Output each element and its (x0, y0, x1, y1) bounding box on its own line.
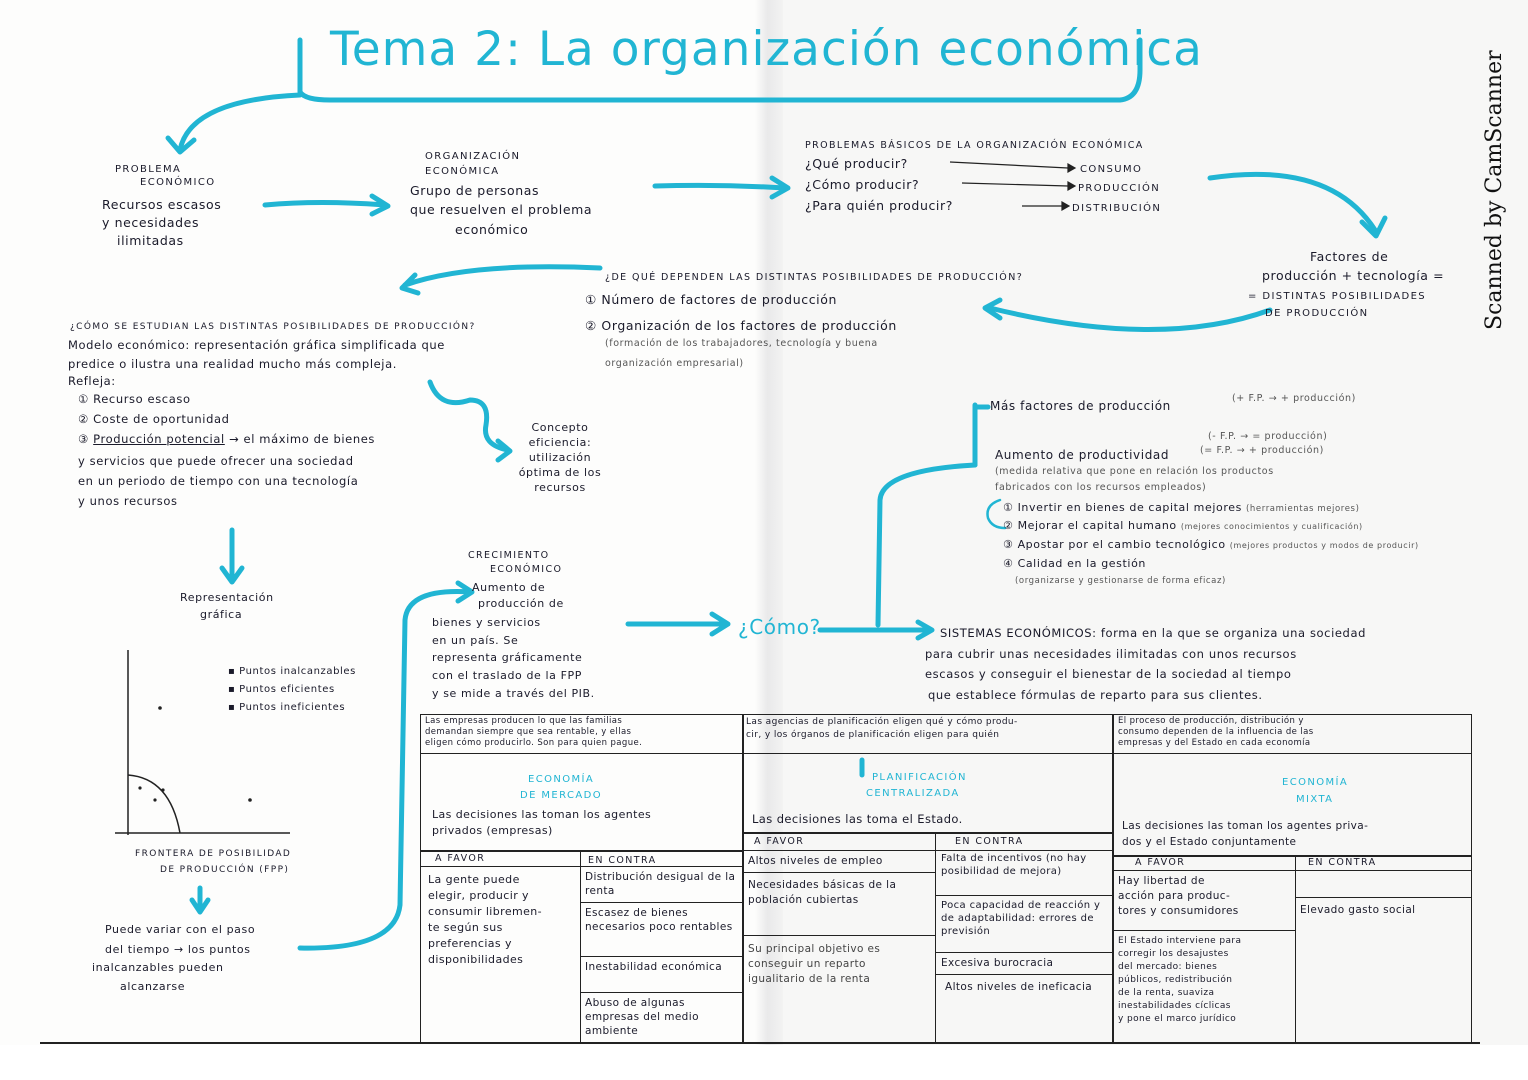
estudian-line-5: en un periodo de tiempo con una tecnología (78, 474, 359, 488)
legend-eficientes: ▪ Puntos eficientes (228, 684, 335, 695)
crecimiento-line-2: producción de (478, 597, 564, 610)
planificacion-favor-sep-1 (742, 872, 935, 873)
mercado-contra-4: Abuso de algunas empresas del medio ambiente (585, 997, 699, 1037)
mixta-favor-sep (1112, 930, 1295, 931)
planificacion-intro-1: Las agencias de planificación eligen qué y cómo produ- (746, 717, 1018, 727)
answer-consumo: CONSUMO (1080, 164, 1143, 175)
mixta-favor-list (1118, 874, 1239, 919)
concepto-line-4: óptima de los (518, 466, 602, 479)
estudian-item-2-text: Coste de oportunidad (93, 412, 230, 426)
crecimiento-line-5: representa gráficamente (432, 651, 583, 664)
fpp-note-2: del tiempo → los puntos (105, 943, 251, 956)
mas-factores-item-4: ④ Calidad en la gestión (1003, 557, 1146, 570)
mas-factores-item-3-text: Apostar por el cambio tecnológico (1017, 538, 1226, 551)
problema-line-1: Recursos escasos (102, 197, 222, 212)
mercado-favor-label: A FAVOR (435, 853, 486, 864)
mas-factores-note-1: (+ F.P. → + producción) (1232, 393, 1356, 404)
crecimiento-line-4: en un país. Se (432, 634, 519, 647)
organizacion-heading-1: ORGANIZACIÓN (425, 151, 521, 162)
crecimiento-line-3: bienes y servicios (432, 616, 541, 629)
planificacion-contra-sep-3 (935, 974, 1112, 975)
mercado-favor-5: preferencias y (428, 937, 512, 950)
answer-produccion: PRODUCCIÓN (1078, 183, 1161, 194)
mercado-contra-2: Escasez de bienes necesarios poco rentables (585, 907, 733, 933)
estudian-item-1: ① Recurso escaso (78, 392, 191, 406)
organizacion-heading-2: ECONÓMICA (425, 166, 500, 177)
mas-factores-item-1-text: Invertir en bienes de capital mejores (1017, 501, 1242, 514)
mas-factores-note-2b: (= F.P. → + producción) (1200, 445, 1324, 456)
crecimiento-heading-1: CRECIMIENTO (468, 550, 550, 561)
mercado-desc-2: privados (empresas) (432, 824, 553, 837)
mercado-desc-1: Las decisiones las toman los agentes (432, 808, 652, 821)
dependen-heading: ¿DE QUÉ DEPENDEN LAS DISTINTAS POSIBILIDADES DE PRODUCCIÓN? (605, 272, 1024, 283)
problema-line-2: y necesidades (102, 215, 200, 230)
fpp-note-1: Puede variar con el paso (105, 923, 256, 936)
mercado-intro (425, 716, 642, 749)
mixta-favor-2-4: públicos, redistribución (1118, 975, 1233, 985)
concepto-eficiencia (514, 420, 606, 495)
sistemas-line-1: SISTEMAS ECONÓMICOS: forma en la que se organiza una sociedad (940, 626, 1367, 640)
mixta-desc-2: dos y el Estado conjuntamente (1122, 836, 1297, 848)
mixta-favor-2-7: y pone el marco jurídico (1118, 1014, 1237, 1024)
estudian-item-1-text: Recurso escaso (93, 392, 191, 406)
organizacion-line-3: económico (455, 222, 529, 237)
mercado-favor-list (428, 872, 542, 968)
crecimiento-line-7: y se mide a través del PIB. (432, 687, 595, 700)
mixta-desc (1122, 818, 1368, 850)
estudian-line-4: y servicios que puede ofrecer una sociedad (78, 454, 354, 468)
mercado-contra-sep-1 (580, 902, 742, 903)
mercado-contra-sep-3 (580, 992, 742, 993)
mas-factores-line-1: Más factores de producción (990, 399, 1171, 413)
concepto-line-3: utilización (528, 451, 592, 464)
mixta-intro-1: El proceso de producción, distribución y (1118, 716, 1304, 726)
answer-distribucion: DISTRIBUCIÓN (1072, 203, 1162, 214)
sistemas-line-3: escasos y conseguir el bienestar de la sociedad al tiempo (925, 667, 1292, 681)
mercado-favor-4: te según sus (428, 921, 503, 934)
mercado-intro-1: Las empresas producen lo que las familias (425, 716, 623, 726)
planificacion-favor-3: Su principal objetivo es conseguir un reparto igualitario de la renta (748, 943, 881, 985)
mercado-desc (432, 807, 651, 839)
estudian-item-2: ② Coste de oportunidad (78, 412, 230, 426)
dependen-item-1-text: Número de factores de producción (601, 292, 838, 307)
planificacion-heading-1: PLANIFICACIÓN (872, 772, 967, 783)
mas-factores-item-4-note: (organizarse y gestionarse de forma eficaz) (1015, 576, 1226, 586)
mercado-contra-3: Inestabilidad económica (585, 961, 723, 973)
table-divider-2 (1112, 714, 1114, 1044)
planificacion-contra-sep-1 (935, 895, 1112, 896)
mixta-favor-2-2: corregir los desajustes (1118, 949, 1229, 959)
representacion-line-2: gráfica (200, 608, 243, 621)
mas-factores-item-1-note: (herramientas mejores) (1246, 504, 1360, 514)
planificacion-desc: Las decisiones las toma el Estado. (752, 812, 963, 826)
question-como: ¿Cómo producir? (805, 177, 920, 192)
dependen-item-2: ② Organización de los factores de producción (585, 318, 897, 333)
mixta-favor-2-5: de la renta, suaviza (1118, 988, 1215, 998)
mixta-favor-2-1: El Estado interviene para (1118, 936, 1242, 946)
legend-inalcanzables-text: Puntos inalcanzables (239, 666, 356, 677)
fpp-caption-2: DE PRODUCCIÓN (FPP) (160, 865, 290, 875)
mixta-desc-1: Las decisiones las toman los agentes priva- (1122, 820, 1369, 832)
table-divider-1 (742, 714, 744, 1044)
como-label: ¿Cómo? (738, 615, 821, 639)
crecimiento-line-1: Aumento de (472, 581, 546, 594)
planificacion-contra-4: Altos niveles de ineficacia (945, 981, 1093, 993)
mixta-intro (1118, 716, 1314, 749)
mas-factores-line-4: fabricados con los recursos empleados) (995, 482, 1207, 493)
mixta-intro-2: consumo dependen de la influencia de las (1118, 727, 1314, 737)
fpp-caption-1: FRONTERA DE POSIBILIDAD (135, 849, 292, 859)
dependen-note-2: organización empresarial) (605, 358, 744, 369)
mixta-heading-1: ECONOMÍA (1282, 777, 1349, 788)
dependen-item-1: ① Número de factores de producción (585, 292, 838, 307)
concepto-line-5: recursos (534, 481, 586, 494)
factores-line-3: = DISTINTAS POSIBILIDADES (1248, 291, 1427, 302)
mas-factores-item-3-note: (mejores productos y modos de producir) (1229, 541, 1419, 550)
estudian-item-3: ③ Producción potencial → el máximo de bienes (78, 432, 375, 446)
legend-ineficientes-text: Puntos ineficientes (239, 702, 346, 713)
estudian-line-2: predice o ilustra una realidad mucho más compleja. (68, 357, 397, 371)
page-title: Tema 2: La organización económica (330, 22, 1203, 77)
crecimiento-line-6: con el traslado de la FPP (432, 669, 583, 682)
mercado-favor-1: La gente puede (428, 873, 520, 886)
factores-line-2: producción + tecnología = (1262, 268, 1445, 283)
mixta-favor-2: acción para produc- (1118, 890, 1231, 902)
organizacion-line-1: Grupo de personas (410, 183, 540, 198)
concepto-line-1: Concepto (531, 421, 589, 434)
problema-heading-1: PROBLEMA (115, 164, 182, 175)
mas-factores-note-2: (- F.P. → = producción) (1208, 431, 1328, 442)
sistemas-line-4: que establece fórmulas de reparto para sus clientes. (928, 688, 1263, 702)
problema-line-3: ilimitadas (117, 233, 184, 248)
crecimiento-heading-2: ECONÓMICO (490, 564, 563, 575)
factores-line-4: DE PRODUCCIÓN (1265, 308, 1369, 319)
dependen-item-2-text: Organización de los factores de producción (601, 318, 897, 333)
estudian-heading: ¿CÓMO SE ESTUDIAN LAS DISTINTAS POSIBILIDADES DE PRODUCCIÓN? (70, 322, 476, 332)
mercado-intro-3: eligen cómo producirlo. Son para quien pague. (425, 738, 643, 748)
legend-inalcanzables: ▪ Puntos inalcanzables (228, 666, 356, 677)
problema-heading-2: ECONÓMICO (140, 177, 216, 188)
mixta-favor-2-3: del mercado: bienes (1118, 962, 1218, 972)
mixta-favor-2-6: inestabilidades cíclicas (1118, 1001, 1231, 1011)
mixta-favor-1: Hay libertad de (1118, 875, 1205, 887)
planificacion-favor-2: Necesidades básicas de la población cubiertas (748, 879, 897, 906)
planificacion-favor-sep-2 (742, 935, 935, 936)
mixta-heading-2: MIXTA (1296, 794, 1334, 805)
mixta-favor-2-list (1118, 935, 1241, 1026)
estudian-line-1: Modelo económico: representación gráfica simplificada que (68, 338, 445, 352)
legend-eficientes-text: Puntos eficientes (239, 684, 335, 695)
mixta-intro-3: empresas y del Estado en cada economía (1118, 738, 1311, 748)
mercado-heading-1: ECONOMÍA (528, 774, 595, 785)
mercado-favor-3: consumir libremen- (428, 905, 543, 918)
mas-factores-item-4-text: Calidad en la gestión (1017, 557, 1146, 570)
mas-factores-line-3: (medida relativa que pone en relación los productos (995, 466, 1274, 477)
sistemas-line-2: para cubrir unas necesidades ilimitadas con unos recursos (925, 647, 1297, 661)
factores-line-1: Factores de (1310, 249, 1389, 264)
planificacion-contra-3: Excesiva burocracia (941, 957, 1054, 969)
planificacion-intro (746, 716, 1018, 742)
question-que: ¿Qué producir? (805, 156, 908, 171)
estudian-item-3-term: Producción potencial (93, 432, 225, 446)
problemas-basicos-heading: PROBLEMAS BÁSICOS DE LA ORGANIZACIÓN ECONÓMICA (805, 140, 1144, 151)
mas-factores-item-2-note: (mejores conocimientos y cualificación) (1180, 522, 1363, 531)
concepto-line-2: eficiencia: (528, 436, 592, 449)
mercado-favor-6: disponibilidades (428, 953, 524, 966)
mas-factores-line-2: Aumento de productividad (995, 448, 1170, 462)
planificacion-contra-label: EN CONTRA (955, 836, 1024, 847)
planificacion-intro-2: cir, y los órganos de planificación eligen para quién (746, 730, 1000, 740)
fpp-note-3: inalcanzables pueden (92, 961, 224, 974)
question-para-quien: ¿Para quién producir? (805, 198, 953, 213)
dependen-note-1: (formación de los trabajadores, tecnología y buena (605, 338, 878, 349)
mercado-heading-2: DE MERCADO (520, 790, 602, 801)
mas-factores-item-2-text: Mejorar el capital humano (1017, 519, 1177, 532)
fpp-note-4: alcanzarse (120, 980, 186, 993)
mixta-contra-sep (1295, 897, 1472, 898)
mercado-contra-sep-2 (580, 956, 742, 957)
mercado-intro-2: demandan siempre que sea rentable, y ellas (425, 727, 632, 737)
mixta-contra-label: EN CONTRA (1308, 857, 1377, 868)
planificacion-favor-label: A FAVOR (754, 836, 805, 847)
planificacion-contra-1: Falta de incentivos (no hay posibilidad de mejora) (941, 853, 1087, 877)
planificacion-contra-2: Poca capacidad de reacción y de adaptabilidad: errores de previsión (941, 900, 1101, 937)
planificacion-header-line-2 (742, 850, 1112, 851)
planificacion-heading-2: CENTRALIZADA (866, 788, 960, 799)
mas-factores-item-2: ② Mejorar el capital humano (mejores conocimientos y cualificación) (1003, 519, 1363, 532)
estudian-line-6: y unos recursos (78, 494, 178, 508)
mixta-col-divider (1295, 855, 1296, 1044)
planificacion-col-divider (935, 832, 936, 1044)
mercado-col-divider (580, 850, 581, 1044)
mas-factores-item-1: ① Invertir en bienes de capital mejores (herramientas mejores) (1003, 501, 1360, 514)
mercado-favor-2: elegir, producir y (428, 889, 529, 902)
scanner-watermark: Scanned by CamScanner (1482, 50, 1507, 330)
planificacion-favor-1: Altos niveles de empleo (748, 855, 883, 867)
mercado-contra-label: EN CONTRA (588, 855, 657, 866)
mixta-header-line-2 (1112, 870, 1472, 871)
legend-ineficientes: ▪ Puntos ineficientes (228, 702, 346, 713)
mixta-favor-3: tores y consumidores (1118, 905, 1239, 917)
estudian-line-3: Refleja: (68, 374, 116, 388)
mixta-contra-1: Elevado gasto social (1300, 904, 1416, 916)
planificacion-contra-sep-2 (935, 952, 1112, 953)
organizacion-line-2: que resuelven el problema (410, 202, 593, 217)
mas-factores-item-3: ③ Apostar por el cambio tecnológico (mejores productos y modos de producir) (1003, 538, 1419, 551)
mercado-contra-1: Distribución desigual de la renta (585, 871, 736, 897)
estudian-item-3-text: → el máximo de bienes (229, 432, 375, 446)
mixta-favor-label: A FAVOR (1135, 857, 1186, 868)
representacion-line-1: Representación (180, 591, 274, 604)
